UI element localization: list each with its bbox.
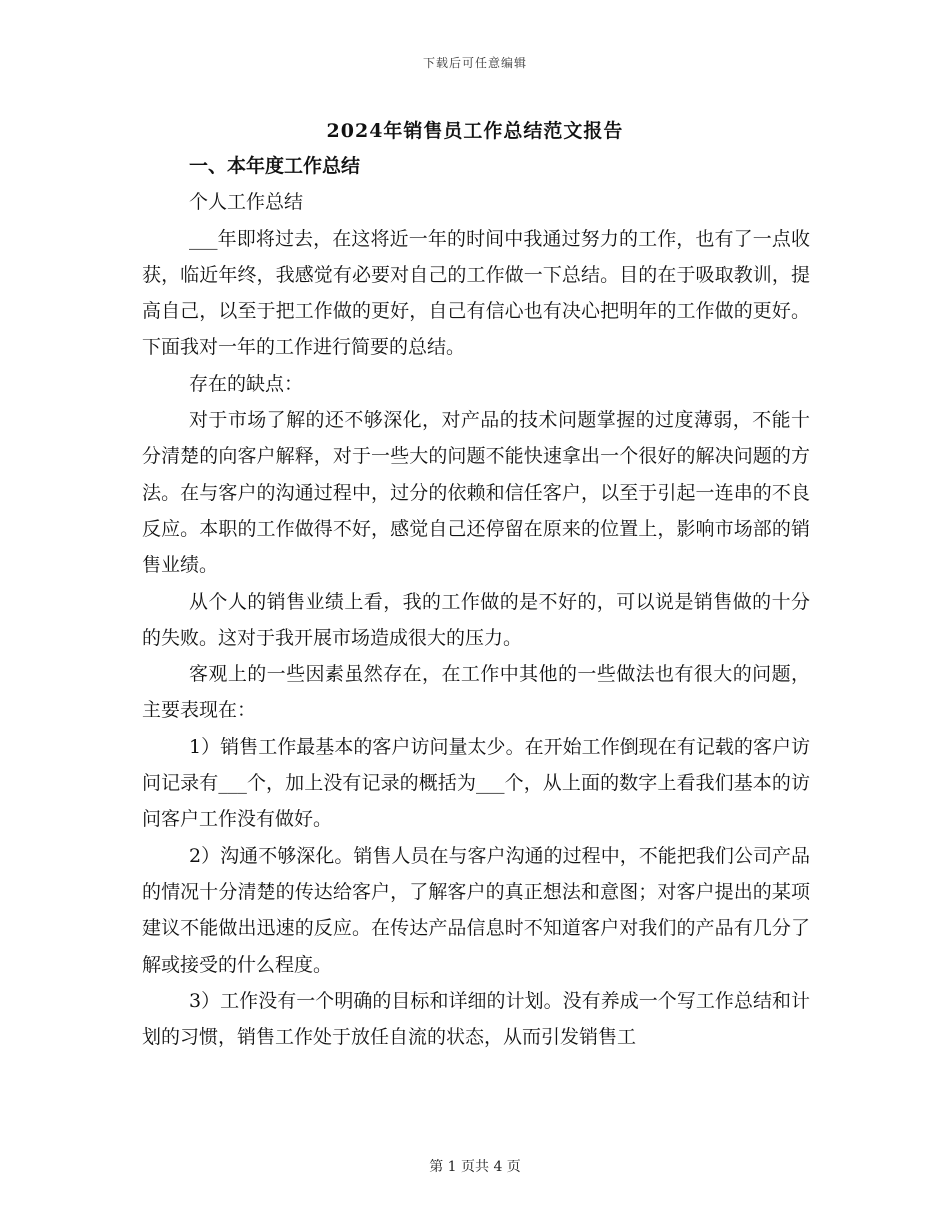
section-heading: 一、本年度工作总结 [189, 155, 361, 177]
paragraph: 存在的缺点： [189, 372, 304, 395]
paragraph: 1）销售工作最基本的客户访问量太少。在开始工作倒现在有记载的客户访问记录有___个，加上没有记录的概括为___个，从上面的数字上看我们基本的访问客户工作没有做好。 [142, 735, 810, 831]
paragraph: 个人工作总结 [189, 191, 304, 214]
paragraph: 从个人的销售业绩上看，我的工作做的是不好的，可以说是销售做的十分的失败。这对于我开展市场造成很大的压力。 [142, 590, 810, 649]
header-note: 下载后可任意编辑 [422, 56, 527, 70]
page-footer: 第 1 页共 4 页 [429, 1159, 521, 1175]
paragraph: 对于市场了解的还不够深化，对产品的技术问题掌握的过度薄弱，不能十分清楚的向客户解释，对于一些大的问题不能快速拿出一个很好的解决问题的方法。在与客户的沟通过程中，过分的依赖和信任客户，以至于引起一连串的不良反应。本职的工作做得不好，感觉自己还停留在原来的位置上，影响市场部的销售业绩。 [142, 409, 810, 577]
paragraph: 3）工作没有一个明确的目标和详细的计划。没有养成一个写工作总结和计划的习惯，销售工作处于放任自流的状态，从而引发销售工 [142, 989, 810, 1049]
paragraph: 客观上的一些因素虽然存在，在工作中其他的一些做法也有很大的问题，主要表现在： [142, 663, 810, 722]
document-body [142, 148, 810, 1055]
paragraph: 2）沟通不够深化。销售人员在与客户沟通的过程中，不能把我们公司产品的情况十分清楚的传达给客户，了解客户的真正想法和意图；对客户提出的某项建议不能做出迅速的反应。在传达产品信息时不知道客户对我们的产品有几分了解或接受的什么程度。 [142, 844, 810, 976]
paragraph: ___年即将过去，在这将近一年的时间中我通过努力的工作，也有了一点收获，临近年终，我感觉有必要对自己的工作做一下总结。目的在于吸取教训，提高自己，以至于把工作做的更好，自己有信心也有决心把明年的工作做的更好。下面我对一年的工作进行简要的总结。 [142, 227, 810, 359]
document-title: 2024年销售员工作总结范文报告 [326, 120, 624, 142]
